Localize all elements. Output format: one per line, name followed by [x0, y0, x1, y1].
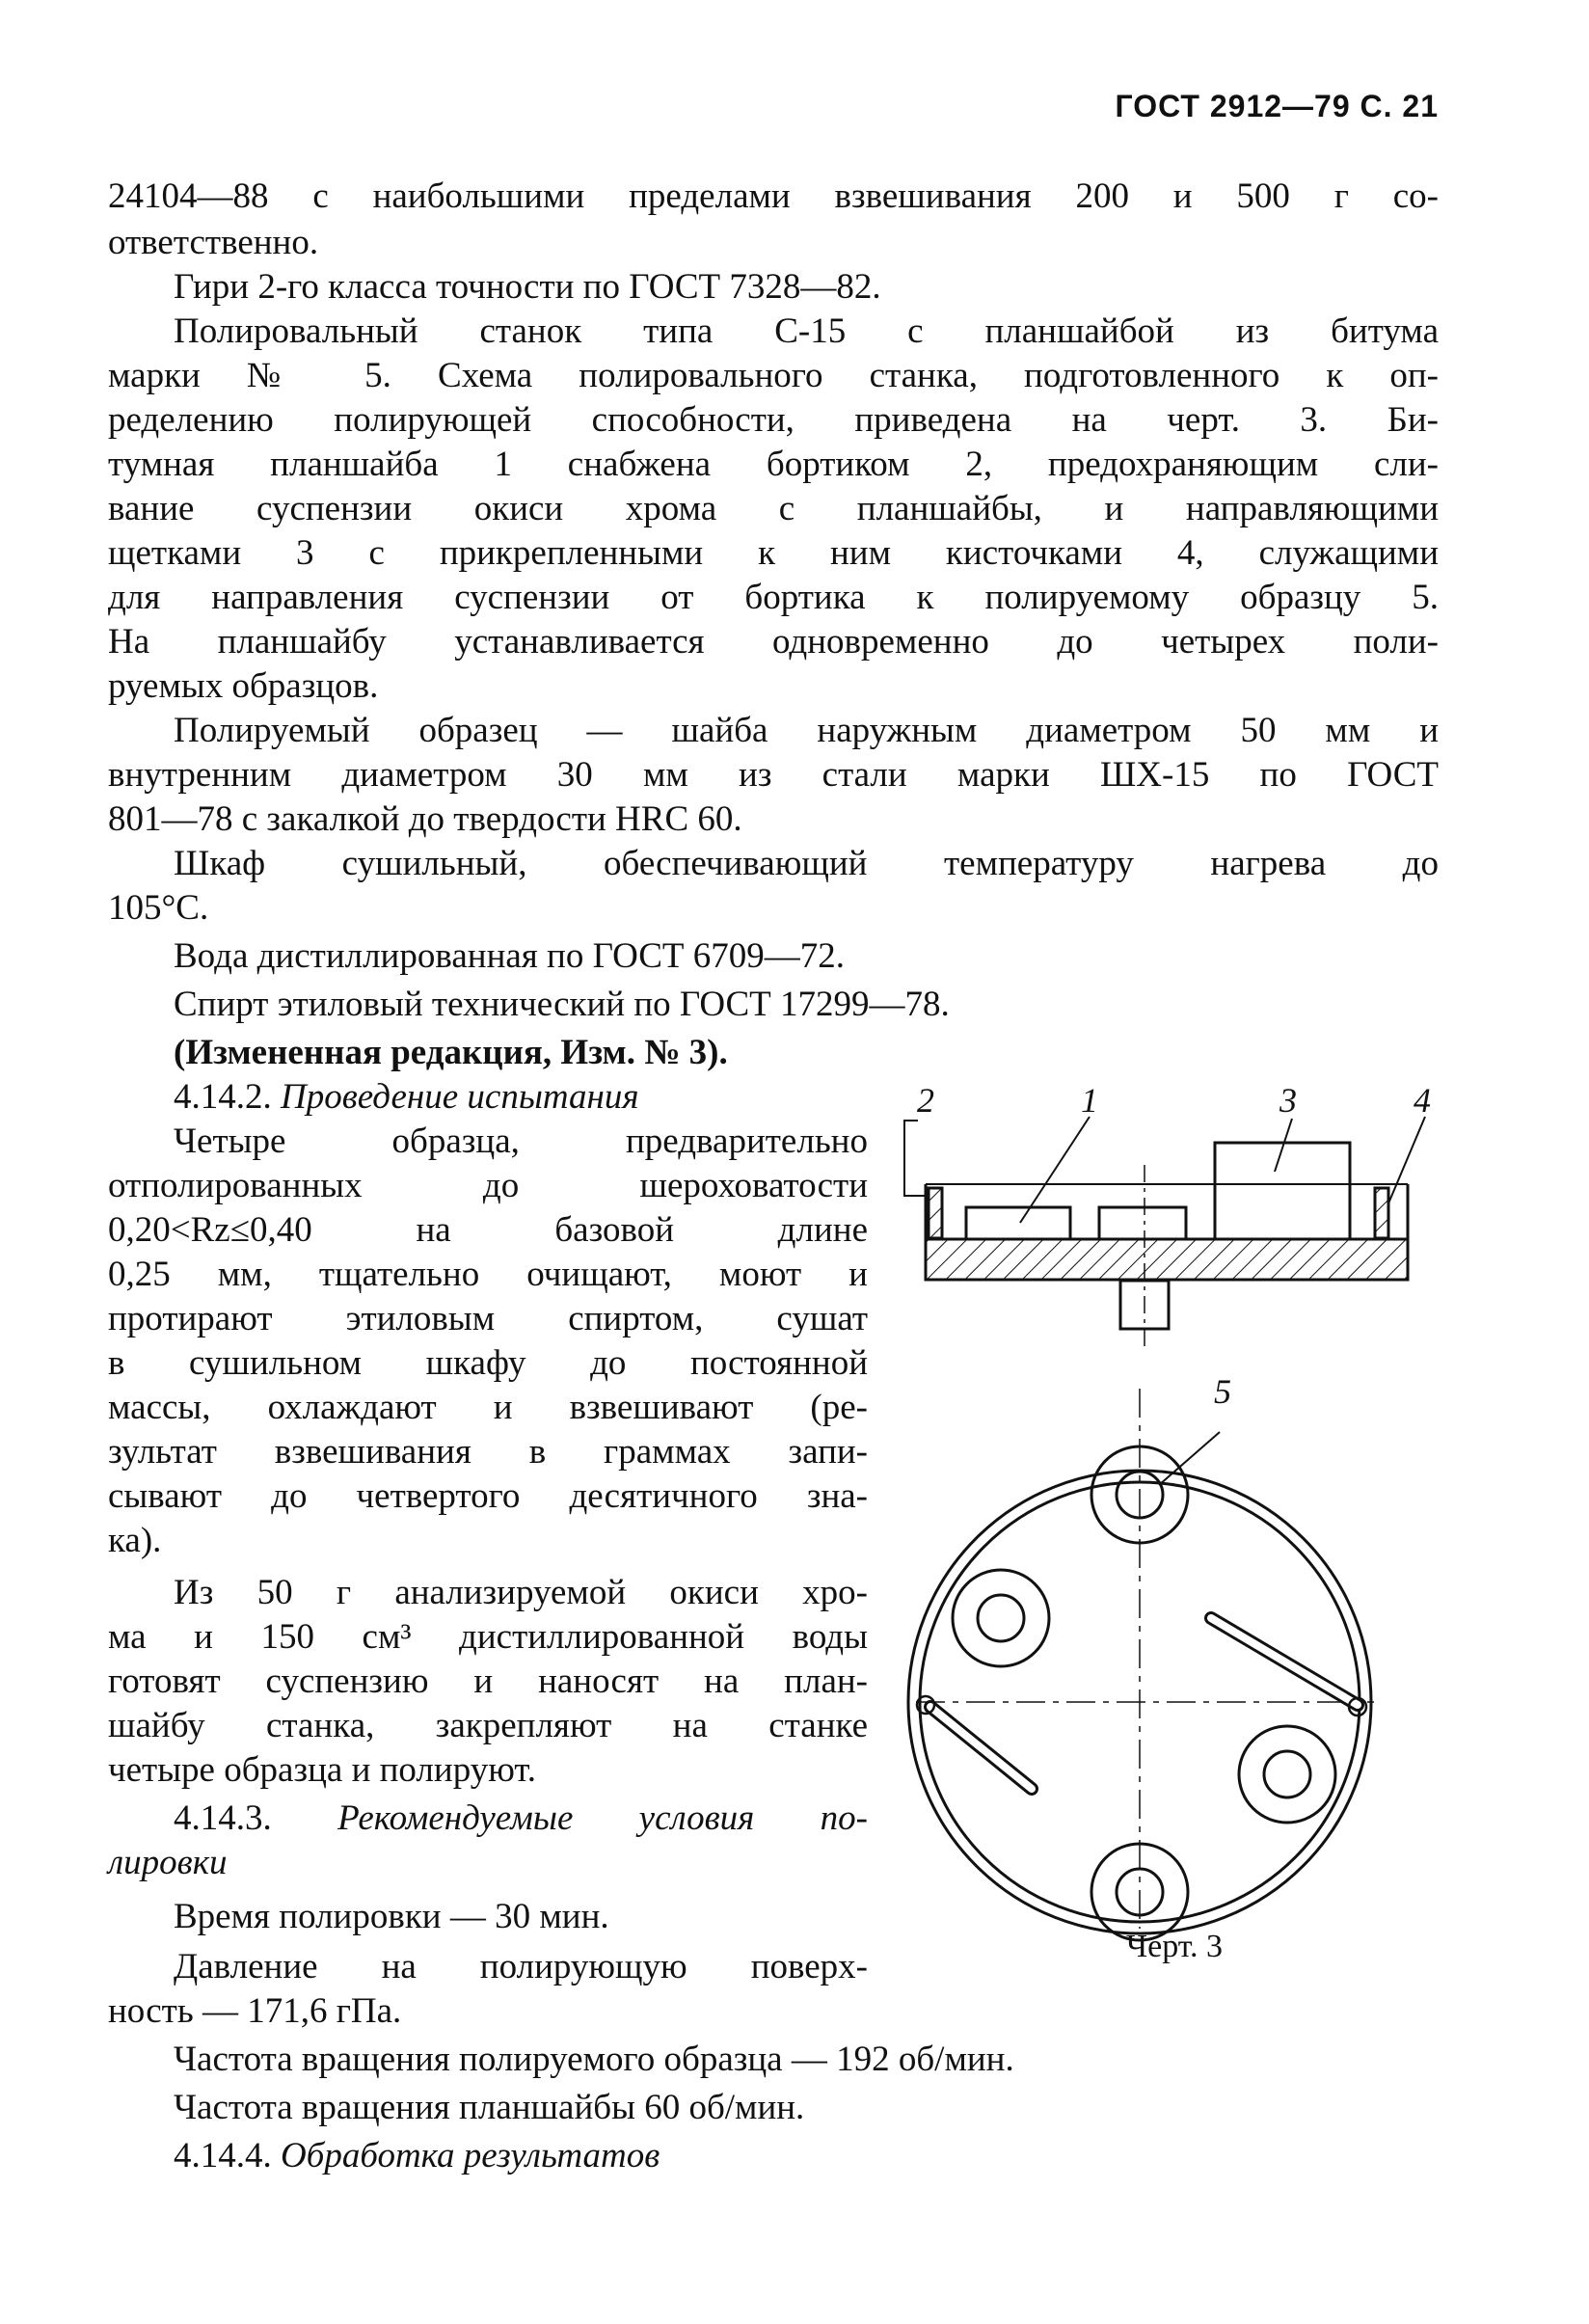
section-number: 4.14.2.: [174, 1077, 281, 1117]
text-line: Время полировки — 30 мин.: [174, 1897, 609, 1936]
section-title: Проведение испытания: [281, 1077, 639, 1117]
text-line: Четыре образца, предварительно: [174, 1121, 868, 1161]
section-title: Рекомендуемые условия по-: [337, 1798, 869, 1838]
text-line: Из 50 г анализируемой окиси хро-: [174, 1573, 868, 1612]
text-line: отполированных до шероховатости: [108, 1166, 868, 1205]
text-line: Частота вращения планшайбы 60 об/мин.: [174, 2088, 805, 2127]
text-line: Гири 2-го класса точности по ГОСТ 7328—82.: [174, 267, 881, 307]
text-line: 801—78 с закалкой до твердости HRC 60.: [108, 799, 742, 839]
faceplate-section: [926, 1239, 1408, 1280]
figure-drawing: [897, 1061, 1437, 1977]
text-line: марки № 5. Схема полировального станка, подготовленного к оп-: [108, 356, 1439, 395]
text-line: для направления суспензии от бортика к полируемому образцу 5.: [108, 578, 1439, 617]
sample-block: [1099, 1207, 1186, 1239]
section-title: Обработка результатов: [281, 2136, 660, 2175]
guide-rod: [930, 1707, 1032, 1789]
text-line: 0,25 мм, тщательно очищают, моют и: [108, 1255, 868, 1294]
label-3: 3: [1279, 1081, 1297, 1120]
leader-3: [1275, 1119, 1292, 1172]
sample-block: [966, 1207, 1070, 1239]
text-line: Давление на полирующую поверх-: [174, 1947, 868, 1986]
text-line: ность — 171,6 гПа.: [108, 1991, 402, 2031]
text-line: внутренним диаметром 30 мм из стали марки ШХ-15 по ГОСТ: [108, 755, 1439, 795]
text-line: Шкаф сушильный, обеспечивающий температуру нагрева до: [174, 844, 1439, 883]
text-line: готовят суспензию и наносят на план-: [108, 1662, 868, 1701]
text-line: 105°С.: [108, 888, 209, 928]
section-heading-4-14-3: [108, 1796, 868, 1842]
text-line: щетками 3 с прикрепленными к ним кисточками 4, служащими: [108, 533, 1439, 573]
brush-guide-3: [1215, 1143, 1350, 1239]
text-line: вание суспензии окиси хрома с планшайбы, и направляющими: [108, 489, 1439, 528]
sample-ring: [1239, 1726, 1335, 1823]
text-line: протирают этиловым спиртом, сушат: [108, 1299, 868, 1338]
text-line: шайбу станка, закрепляют на станке: [108, 1706, 868, 1745]
text-line: зультат взвешивания в граммах запи-: [108, 1432, 868, 1472]
brush-left: [929, 1188, 942, 1238]
text-line: четыре образца и полируют.: [108, 1750, 536, 1790]
text-line: ка).: [108, 1521, 162, 1560]
text-line: в сушильном шкафу до постоянной: [108, 1343, 868, 1383]
text-line: ответственно.: [108, 223, 319, 262]
text-line: руемых образцов.: [108, 666, 379, 706]
text-line: Полируемый образец — шайба наружным диаметром 50 мм и: [174, 711, 1439, 750]
text-line: сывают до четвертого десятичного зна-: [108, 1476, 868, 1516]
label-2: 2: [917, 1081, 934, 1120]
text-line: Полировальный станок типа С-15 с планшайбой из битума: [174, 311, 1439, 351]
text-line: 0,20<Rz≤0,40 на базовой длине: [108, 1210, 868, 1250]
text-line: ределению полирующей способности, приведена на черт. 3. Би-: [108, 400, 1439, 440]
text-line: массы, охлаждают и взвешивают (ре-: [108, 1388, 868, 1427]
figure-caption: Черт. 3: [1126, 1929, 1224, 1964]
text-line: На планшайбу устанавливается одновременно до четырех поли-: [108, 622, 1439, 662]
page-header: ГОСТ 2912—79 С. 21: [1115, 89, 1439, 123]
brush-right: [1375, 1188, 1388, 1238]
text-line: Вода дистиллированная по ГОСТ 6709—72.: [174, 936, 846, 976]
text-line: Спирт этиловый технический по ГОСТ 17299—78.: [174, 985, 950, 1024]
amendment-note: (Измененная редакция, Изм. № 3).: [174, 1033, 728, 1072]
figure-polishing-machine: [897, 1061, 1437, 1977]
section-heading-4-14-4: [108, 2133, 1439, 2179]
text-line: 24104—88 с наибольшими пределами взвешивания 200 и 500 г со-: [108, 176, 1439, 216]
guide-rod: [1211, 1618, 1358, 1705]
sample-ring: [953, 1570, 1049, 1666]
text-line: тумная планшайба 1 снабжена бортиком 2, предохраняющим сли-: [108, 445, 1439, 484]
section-number: 4.14.3.: [174, 1798, 338, 1838]
label-1: 1: [1081, 1081, 1098, 1120]
section-number: 4.14.4.: [174, 2136, 281, 2175]
label-4: 4: [1414, 1081, 1431, 1120]
text-line: Частота вращения полируемого образца — 192 об/мин.: [174, 2040, 1014, 2079]
text-line: ма и 150 см³ дистиллированной воды: [108, 1617, 868, 1657]
section-title-cont: лировки: [108, 1843, 228, 1882]
label-5: 5: [1214, 1372, 1231, 1411]
